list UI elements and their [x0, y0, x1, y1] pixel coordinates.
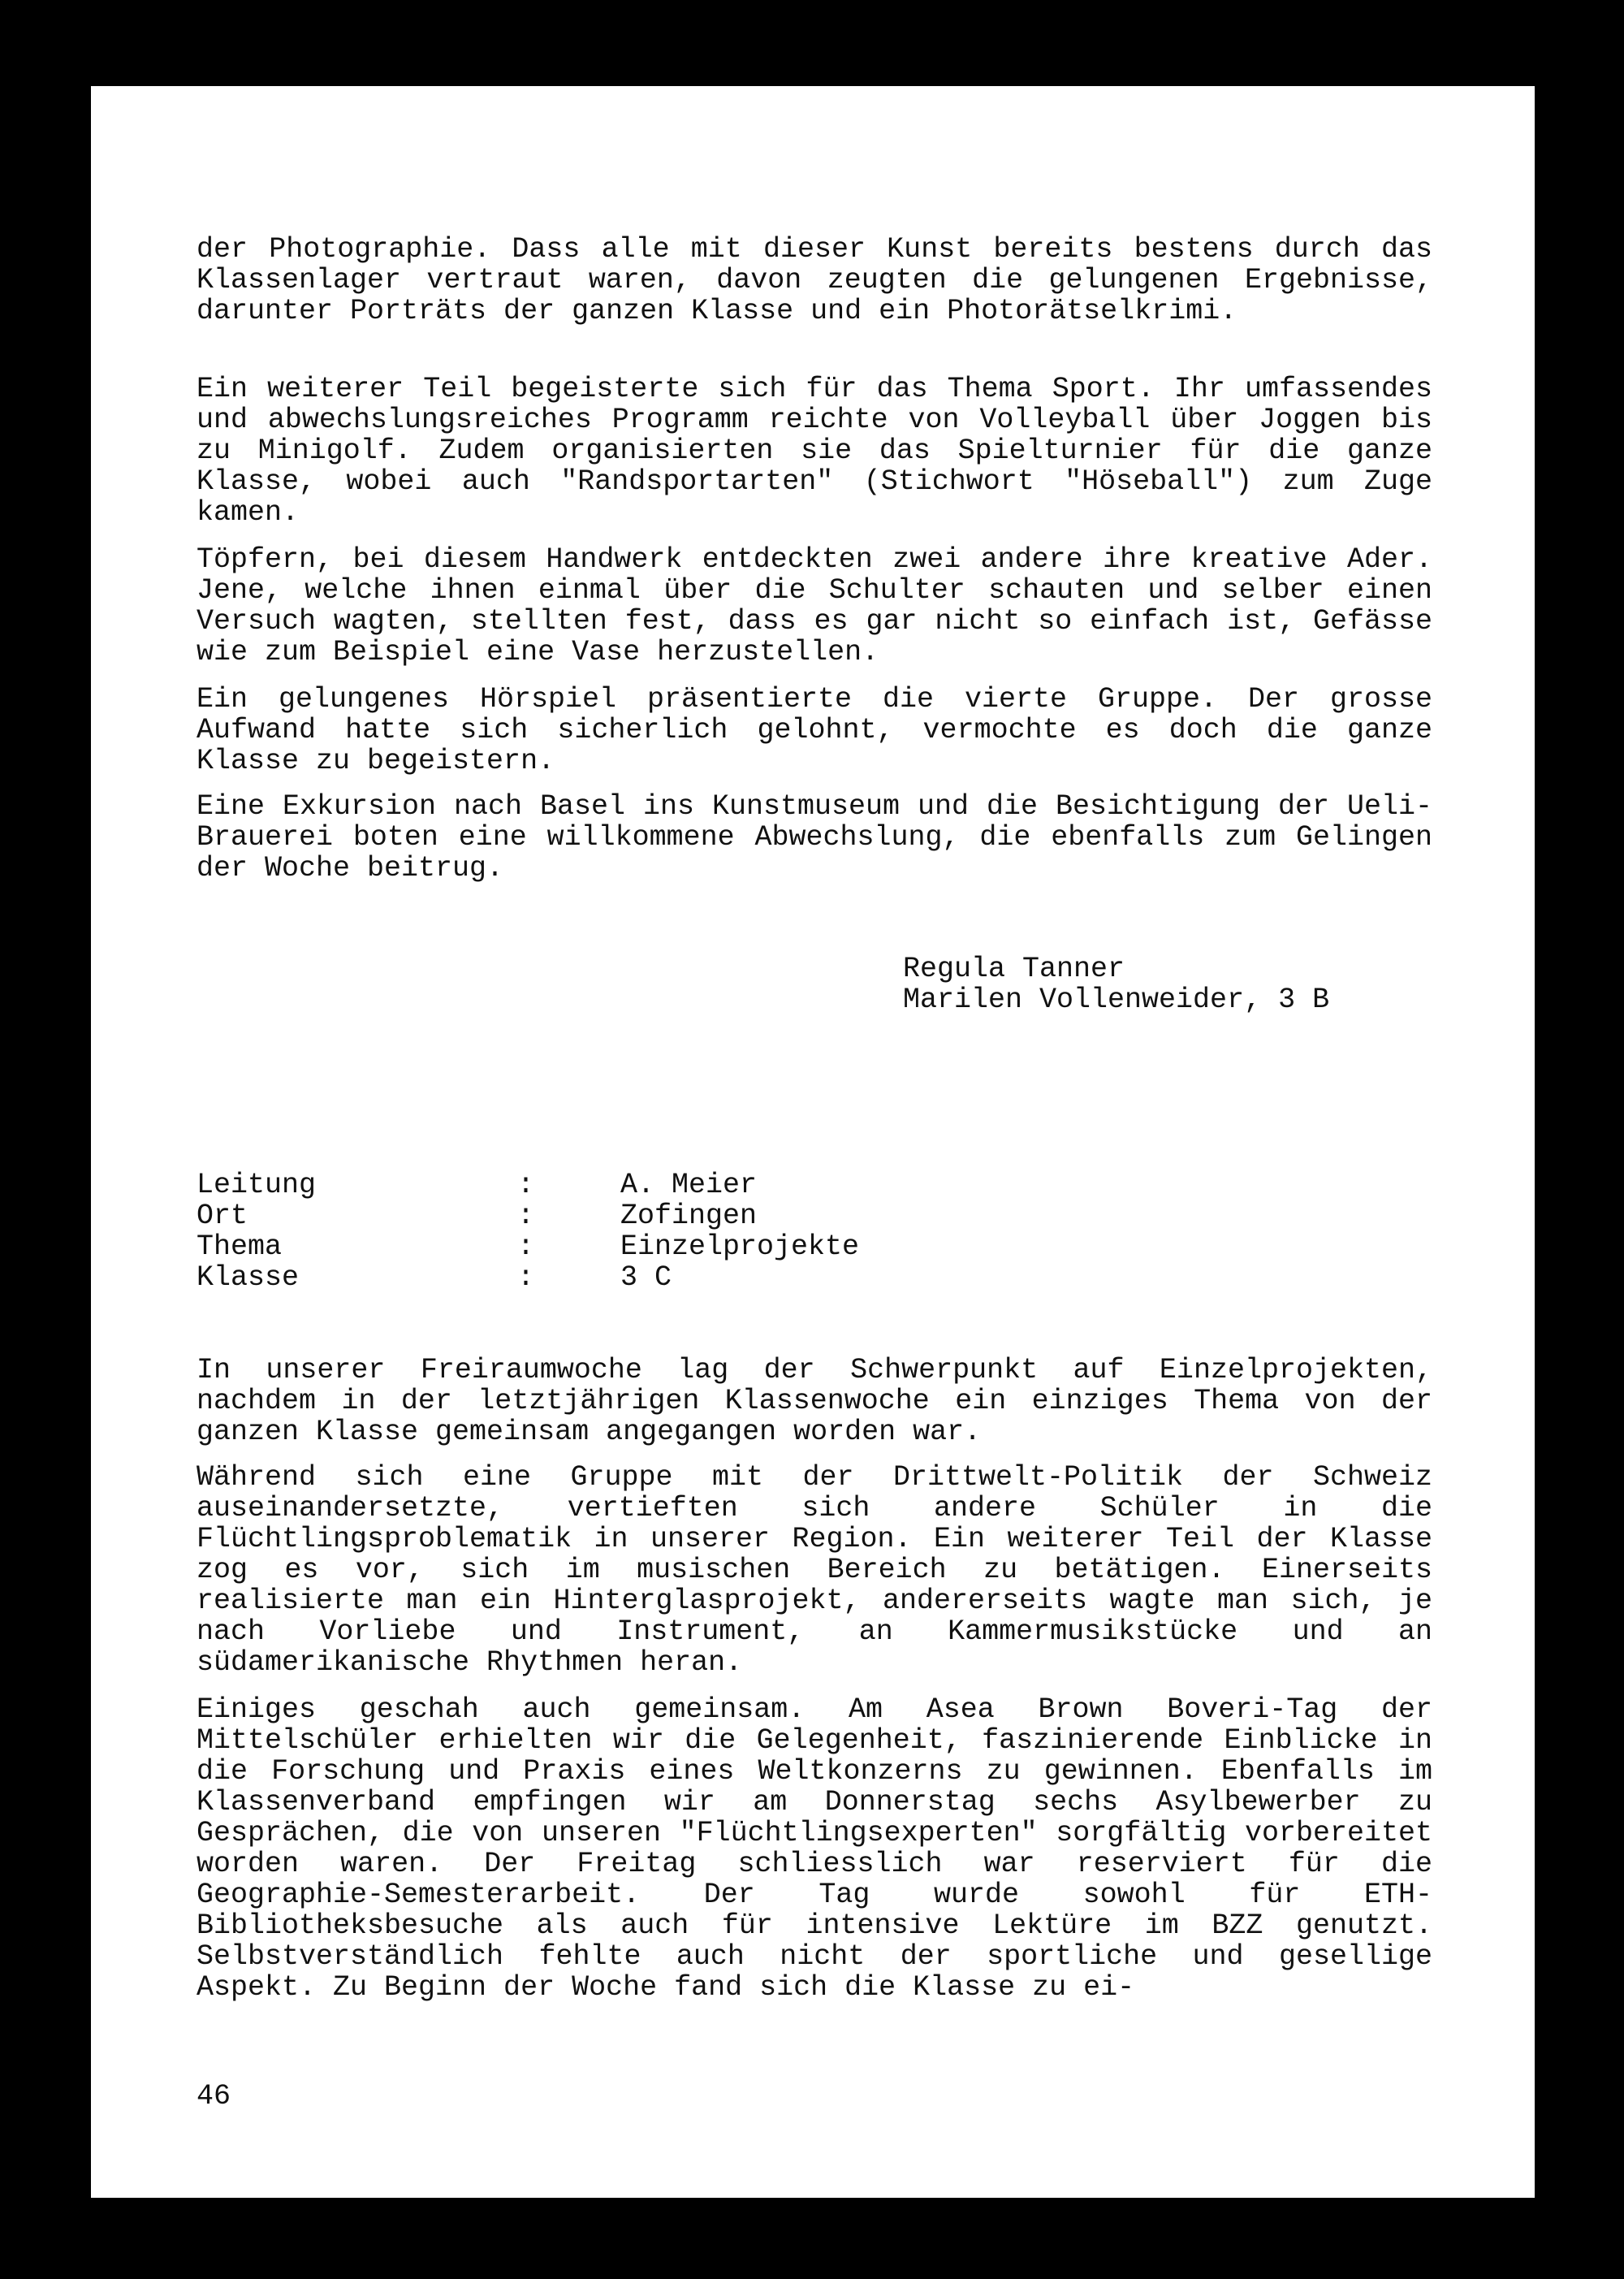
report1-paragraph-4: Ein gelungenes Hörspiel präsentierte die vierte Gruppe. Der grosse Aufwand hatte sich sicherlich gelohnt, vermochte es doch die ganze Klasse zu begeistern. — [197, 683, 1432, 777]
info-row-leitung — [197, 1170, 927, 1200]
document-page — [91, 86, 1535, 2198]
report2-paragraph-1: In unserer Freiraumwoche lag der Schwerpunkt auf Einzelprojekten, nachdem in der letztjährigen Klassenwoche ein einziges Thema von der ganzen Klasse gemeinsam angegangen worden war. — [197, 1354, 1432, 1448]
report1-paragraph-1: der Photographie. Dass alle mit dieser Kunst bereits bestens durch das Klassenlager vertraut waren, davon zeugten die gelungenen Ergebnisse, darunter Porträts der ganzen Klasse und ein Photorätselkrimi. — [197, 233, 1432, 327]
page-number: 46 — [197, 2080, 231, 2113]
signature-block — [903, 954, 1329, 1015]
author-name: Regula Tanner — [903, 953, 1125, 985]
author-name: Marilen Vollenweider, 3 B — [903, 984, 1330, 1016]
project-info-table — [197, 1170, 927, 1293]
info-value: 3 C — [620, 1261, 672, 1294]
info-value: A. Meier — [620, 1169, 758, 1201]
report1-paragraph-3: Töpfern, bei diesem Handwerk entdeckten zwei andere ihre kreative Ader. Jene, welche ihnen einmal über die Schulter schauten und selber einen Versuch wagten, stellten fest, dass es gar nicht so einfach ist, Gefässe wie zum Beispiel eine Vase herzustellen. — [197, 543, 1432, 668]
info-separator: : — [517, 1169, 535, 1201]
info-separator: : — [517, 1261, 535, 1294]
report2-paragraph-3: Einiges geschah auch gemeinsam. Am Asea Brown Boveri-Tag der Mittelschüler erhielten wir die Gelegenheit, faszinierende Einblicke in die Forschung und Praxis eines Weltkonzerns zu gewinnen. Ebenfalls im Klassenverband empfingen wir am Donnerstag sechs Asylbewerber zu Gesprächen, die von unseren "Flüchtlingsexperten" sorgfältig vorbereitet worden waren. Der Freitag schliesslich war reserviert für die Geographie-Semesterarbeit. Der Tag wurde sowohl für ETH-Bibliotheksbesuche als auch für intensive Lektüre im BZZ genutzt. Selbstverständlich fehlte auch nicht der sportliche und gesellige Aspekt. Zu Beginn der Woche fand sich die Klasse zu ei- — [197, 1693, 1432, 2004]
info-separator: : — [517, 1200, 535, 1232]
report1-paragraph-2: Ein weiterer Teil begeisterte sich für das Thema Sport. Ihr umfassendes und abwechslungsreiches Programm reichte von Volleyball über Joggen bis zu Minigolf. Zudem organisierten sie das Spielturnier für die ganze Klasse, wobei auch "Randsportarten" (Stichwort "Höseball") zum Zuge kamen. — [197, 373, 1432, 529]
info-label: Leitung — [197, 1169, 317, 1201]
info-row-thema — [197, 1231, 927, 1262]
info-label: Ort — [197, 1200, 248, 1232]
info-row-ort — [197, 1200, 927, 1231]
info-value: Einzelprojekte — [620, 1230, 860, 1263]
info-row-klasse — [197, 1262, 927, 1293]
info-label: Klasse — [197, 1261, 300, 1294]
report2-paragraph-2: Während sich eine Gruppe mit der Drittwelt-Politik der Schweiz auseinandersetzte, vertieften sich andere Schüler in die Flüchtlingsproblematik in unserer Region. Ein weiterer Teil der Klasse zog es vor, sich im musischen Bereich zu betätigen. Einerseits realisierte man ein Hinterglasprojekt, andererseits wagte man sich, je nach Vorliebe und Instrument, an Kammermusikstücke und an südamerikanische Rhythmen heran. — [197, 1461, 1432, 1679]
report1-paragraph-5: Eine Exkursion nach Basel ins Kunstmuseum und die Besichtigung der Ueli-Brauerei boten eine willkommene Abwechslung, die ebenfalls zum Gelingen der Woche beitrug. — [197, 790, 1432, 884]
info-separator: : — [517, 1230, 535, 1263]
info-label: Thema — [197, 1230, 283, 1263]
info-value: Zofingen — [620, 1200, 758, 1232]
